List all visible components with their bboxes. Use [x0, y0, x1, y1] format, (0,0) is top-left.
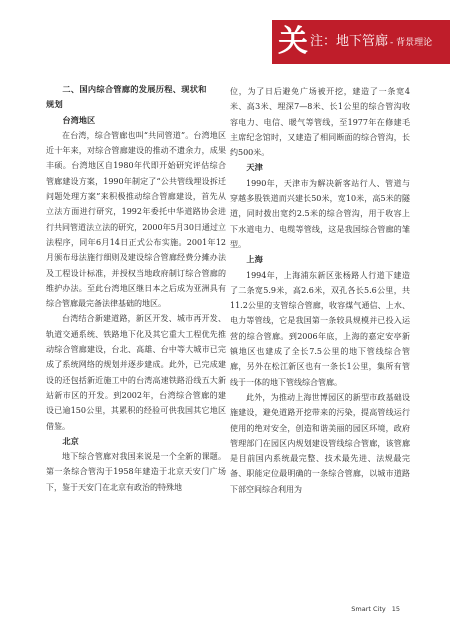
tianjin-paragraph-1: 1990年，天津市为解决新客站行人、管道与穿越多股铁道而兴建长50米，宽10米，高5米的隧道，同时拨出宽约2.5米的综合管沟，用于收容上下水道电力、电缆等管线，这是我国综合管廊的雏型。 [230, 178, 410, 249]
section-header-title [310, 34, 432, 51]
tianjin-heading: 天津 [246, 162, 263, 173]
page-footer [351, 605, 400, 613]
taiwan-paragraph-2: 台湾结合新建道路，新区开发、城市再开发、轨道交通系统、铁路地下化及其它重大工程优先推动综合管廊建设，台北、高雄、台中等大城市已完成了系统网络的规划并逐步建成。此外，已完成建设的还包括新近施工中的台湾高速铁路沿线五大新站新市区的开发。到2002年，台湾综合管廊的建设已逾150公里，其累积的经验可供我国其它地区借鉴。 [46, 314, 226, 431]
section-title-line-2: 规划 [46, 99, 63, 110]
beijing-heading: 北京 [62, 435, 79, 446]
section-header-topic: 注：地下管廊 [310, 34, 389, 49]
magazine-name: Smart City [351, 605, 386, 613]
shanghai-paragraph-1: 1994年，上海浦东新区张杨路人行道下建造了二条宽5.9米，高2.6米，双孔各长5.6公里，共11.2公里的支管综合管廊，收容煤气通信、上水、电力等管线，它是我国第一条较具规模并已投入运营的综合管廊。到2006年底，上海的嘉定安亭新镇地区也建成了全长7.5公里的地下管线综合管廊，另外在松江新区也有一条长1公里，集所有管线于一体的地下管线综合管廊。 [230, 270, 410, 387]
section-header [272, 20, 450, 64]
page-number: 15 [391, 605, 400, 613]
left-column [46, 82, 226, 495]
right-column [230, 84, 410, 497]
beijing-paragraph-1: 地下综合管廊对我国来说是一个全新的课题。第一条综合管沟于1958年建造于北京天安门广场下，鉴于天安门在北京有政治的特殊地 [46, 452, 226, 492]
shanghai-paragraph-2: 此外，为推动上海世博园区的新型市政基础设施建设，避免道路开挖带来的污染，提高管线运行使用的绝对安全，创造和谐美丽的园区环境，政府管理部门在园区内规划建设管线综合管廊，该管廊是目前国内系统最完整、技术最先进、法规最完备、职能定位最明确的一条综合管廊，以城市道路下部空间综合利用为 [230, 392, 410, 494]
section-header-subtitle: - 背景理论 [390, 38, 433, 48]
taiwan-heading: 台湾地区 [62, 114, 96, 125]
taiwan-paragraph-1: 在台湾，综合管廊也叫“共同管道”。台湾地区近十年来，对综合管廊建设的推动不遗余力，成果丰硕。台湾地区自1980年代即开始研究评估综合管廊建设方案，1990年制定了“公共管线埋设拆迁问题处理方案”来积极推动综合管廊建设，首先从立法方面进行研究，1992年委托中华道路协会进行共同管道法立法的研究，2000年5月30日通过立法程序，同年6月14日正式公布实施。2001年12月颁布母法施行细则及建设综合管廊经费分摊办法及工程设计标准，并授权当地政府制订综合管廊的维护办法。至此台湾地区继日本之后成为亚洲具有综合管廊最完备法律基础的地区。 [46, 130, 226, 309]
beijing-paragraph-1-continued: 位，为了日后避免广场被开挖，建造了一条宽4米、高3米、埋深7—8米、长1公里的综合管沟收容电力、电信、暖气等管线，至1977年在修建毛主席纪念馆时，又建造了相同断面的综合管沟，长约500米。 [230, 87, 410, 158]
shanghai-heading: 上海 [246, 254, 263, 265]
section-header-big-char: 关 [278, 24, 308, 59]
section-title-line-1: 二、国内综合管廊的发展历程、现状和 [62, 84, 207, 94]
